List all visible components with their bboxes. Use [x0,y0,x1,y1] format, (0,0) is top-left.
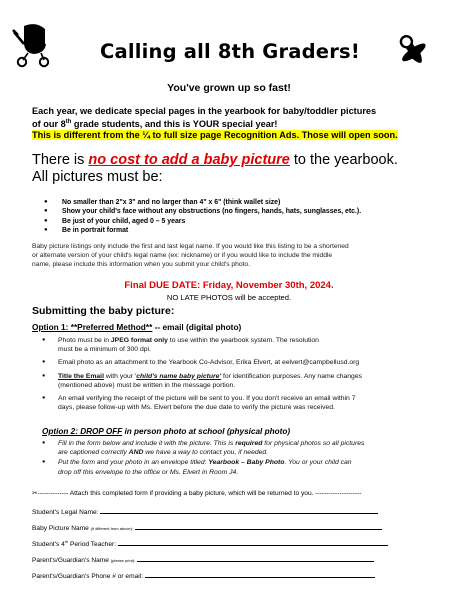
option-1-steps [42,336,437,416]
legal-name-label: Student's Legal Name: [32,509,99,516]
step-title-mid: with your ' [103,372,137,380]
step-format-start: Photo must be in [58,337,111,344]
requirement-age: ● Be just of your child, aged 0 – 5 years [44,217,444,226]
guardian-name-note: (please print): [110,558,136,563]
picture-requirements [44,198,444,236]
listing-line-3: name, please include this information when you submit your child's photo. [32,261,250,269]
option-2-label: Option 2: DROP OFF [42,427,123,436]
guardian-name-label: Parent's/Guardian's Name [32,557,109,564]
requirement-size: ● No smaller than 2"x 3" and no larger than 4" x 6" (think wallet size) [44,198,444,207]
cost-prefix: There is [32,152,89,168]
requirement-face: ● Show your child's face without any obstructions (no fingers, hands, hats, sunglasses, etc.). [44,207,444,216]
legal-name-line[interactable] [100,507,378,514]
submitting-heading: Submitting the baby picture: [32,305,175,317]
no-cost-emphasis: no cost to add a baby picture [88,152,290,168]
stroller-icon [10,20,52,68]
intro-line-1: Each year, we dedicate special pages in the yearbook for baby/toddler pictures [32,106,377,116]
guardian-contact-line[interactable] [145,571,375,578]
listing-line-2: or alternate version of your child's legal name (ex: nickname) or if you would like to include the middle [32,252,333,260]
due-date: Final DUE DATE: Friday, November 30th, 2024. [124,280,334,291]
step-verify-line-2: days, please follow-up with Ms. Elvert before the due date to verify the picture was received. [58,404,335,412]
and-word: AND [128,449,144,457]
option-1-heading [32,322,241,332]
jpeg-format: JPEG format only [110,337,168,344]
step-verify-line-1: An email verifying the receipt of the picture will be sent to you. If you don't receive an email within 7 [58,395,356,403]
guardian-name-field[interactable] [32,555,374,564]
option-1-step-verify [42,394,437,412]
teacher-label-end: Period Teacher: [68,541,117,549]
title-the-email: Title the Email [58,372,104,380]
step-title-line-2: (mentioned above) must be written in the message portion. [58,381,236,389]
page-title: Calling all 8th Graders! [100,40,360,63]
cut-line: ✂-------------- Attach this completed form if providing a baby picture, which will be returned to you. --------------------- [32,490,362,497]
pacifier-icon [395,32,435,76]
required-word: required [235,440,263,447]
step-form-start: Fill in the form below and include it with the picture. This is [58,440,236,447]
listing-line-1: Baby picture listings only include the first and last legal name. If you would like this listing to be a shortened [32,243,349,250]
step-form-line-2-end: we have a way to contact you, if needed. [143,449,269,457]
teacher-field[interactable] [32,539,388,548]
child-name-baby-picture: child's name baby picture' [136,372,222,380]
step-form-line-2-start: are captioned correctly [58,449,129,457]
option-2-step-envelope [42,458,437,476]
step-form-end: for physical photos so all pictures [262,440,365,447]
cost-line-2: All pictures must be: [32,168,163,185]
option-1-label: Option 1: **Preferred Method** [32,322,153,332]
step-envelope-end: . You or your child can [284,459,352,467]
cost-statement [32,152,442,185]
guardian-contact-label: Parent's/Guardian's Phone # or email: [32,573,144,580]
teacher-line[interactable] [118,539,388,546]
teacher-ordinal: th [64,539,69,544]
cost-suffix: to the yearbook. [289,152,398,168]
teacher-label-start: Student's 4 [32,541,65,549]
guardian-name-line[interactable] [137,555,374,562]
legal-name-field[interactable] [32,507,378,516]
baby-name-note: (if different from above): [90,526,134,531]
option-2-step-form [42,439,437,457]
intro-line-2-start: of our 8 [32,119,66,130]
option-1-step-format [42,336,437,354]
option-2-heading [42,427,290,436]
envelope-title: Yearbook – Baby Photo [208,459,285,467]
intro-paragraph [32,106,432,142]
intro-line-2-end: grade students, and this is YOUR special year! [71,119,278,130]
option-1-step-title [42,372,437,390]
step-envelope-line-2: drop off this envelope to the office or Ms. Elvert in Room J4. [58,468,239,476]
step-envelope-start: Put the form and your photo in an envelope titled: [58,459,209,467]
intro-highlight [32,130,432,141]
baby-name-label: Baby Picture Name [32,525,89,532]
intro-ordinal: th [65,119,72,126]
requirement-portrait: ● Be in portrait format [44,226,444,235]
option-2-steps [42,439,437,478]
option-1-step-email: ● Email photo as an attachment to the Yearbook Co-Advisor, Erika Elvert, at eelvert@campbellusd.org [42,358,437,367]
intro-line-2 [32,117,432,130]
step-format-resolution: must be a minimum of 300 dpi. [58,346,151,354]
baby-name-line[interactable] [135,523,382,530]
option-1-method: -- email (digital photo) [152,322,242,332]
guardian-contact-field[interactable] [32,571,375,580]
highlighted-note: This is different from the ¼ to full size page Recognition Ads. Those will open soon. [32,130,398,141]
listing-note [32,242,432,270]
option-2-method: in person photo at school (physical photo) [122,427,291,436]
cost-line-1 [32,152,442,169]
step-format-end: to use within the yearbook system. The resolution [167,337,319,344]
subtitle: You've grown up so fast! [167,82,291,94]
baby-name-field[interactable] [32,523,382,532]
no-late-notice: NO LATE PHOTOS will be accepted. [166,293,292,302]
step-title-end: for identification purposes. Any name changes [221,372,363,380]
